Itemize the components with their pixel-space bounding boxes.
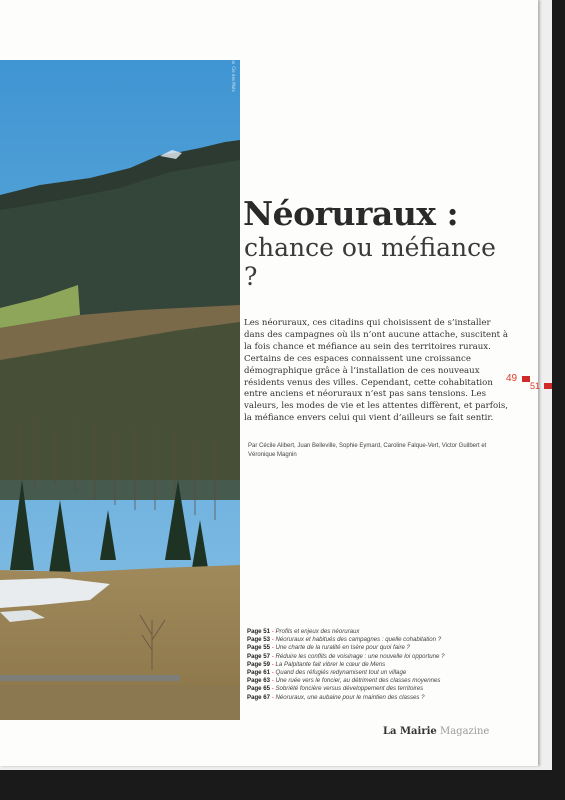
- toc-item[interactable]: Page 61 - Quand des réfugiés redynamisent tout un village: [247, 669, 407, 677]
- side-page-number-next: 51: [530, 381, 541, 391]
- table-of-contents: [247, 628, 517, 702]
- article-subtitle: chance ou méfiance ?: [244, 233, 496, 291]
- side-page-marker: [522, 376, 530, 382]
- toc-item[interactable]: Page 55 - Une charte de la ruralité en Isère pour quoi faire ?: [247, 644, 410, 652]
- mountain-photo: [0, 60, 240, 720]
- article-authors: Par Cécile Alibert, Juan Belleville, Sophie Eymard, Caroline Falque-Vert, Victor Guilbert et Véronique Magnin: [248, 443, 487, 458]
- magazine-brand: La Mairie Magazine: [383, 726, 490, 737]
- side-page-number: 49: [506, 373, 518, 384]
- toc-item[interactable]: Page 59 - La Palpitante fait vibrer le cœur de Mens: [247, 660, 386, 668]
- toc-item[interactable]: Page 53 - Néoruraux et habitués des campagnes : quelle cohabitation ?: [247, 636, 442, 644]
- article-lede: Les néoruraux, ces citadins qui choisissent de s’installer dans des campagnes où ils n’ont aucune attache, suscitent à la fois chance et méfiance au sein des territoires ruraux. Certains de ces espaces connaissent une croissance démographique grâce à l’installation de ces nouveaux résidents venus des villes. Cependant, cette cohabitation entre anciens et néoruraux n’est pas sans tensions. Les valeurs, les modes de vie et les attentes diffèrent, et parfois, la méfiance envers celui qui vient d’ailleurs se fait sentir.: [244, 318, 509, 424]
- toc-item[interactable]: Page 63 - Une ruée vers le foncier, au détriment des classes moyennes: [247, 677, 441, 685]
- toc-item[interactable]: Page 65 - Sobriété foncière versus développement des territoires: [247, 685, 424, 693]
- toc-item[interactable]: Page 51 - Profils et enjeux des néoruraux: [247, 628, 360, 635]
- photo-credit: © Cie des Mots: [231, 60, 236, 92]
- toc-item[interactable]: Page 67 - Néoruraux, une aubaine pour le maintien des classes ?: [247, 693, 425, 701]
- article-title: Néoruraux :: [243, 194, 459, 233]
- side-page-marker-next: [544, 383, 552, 389]
- toc-item[interactable]: Page 57 - Réduire les conflits de voisinage : une nouvelle loi opportune ?: [247, 652, 445, 660]
